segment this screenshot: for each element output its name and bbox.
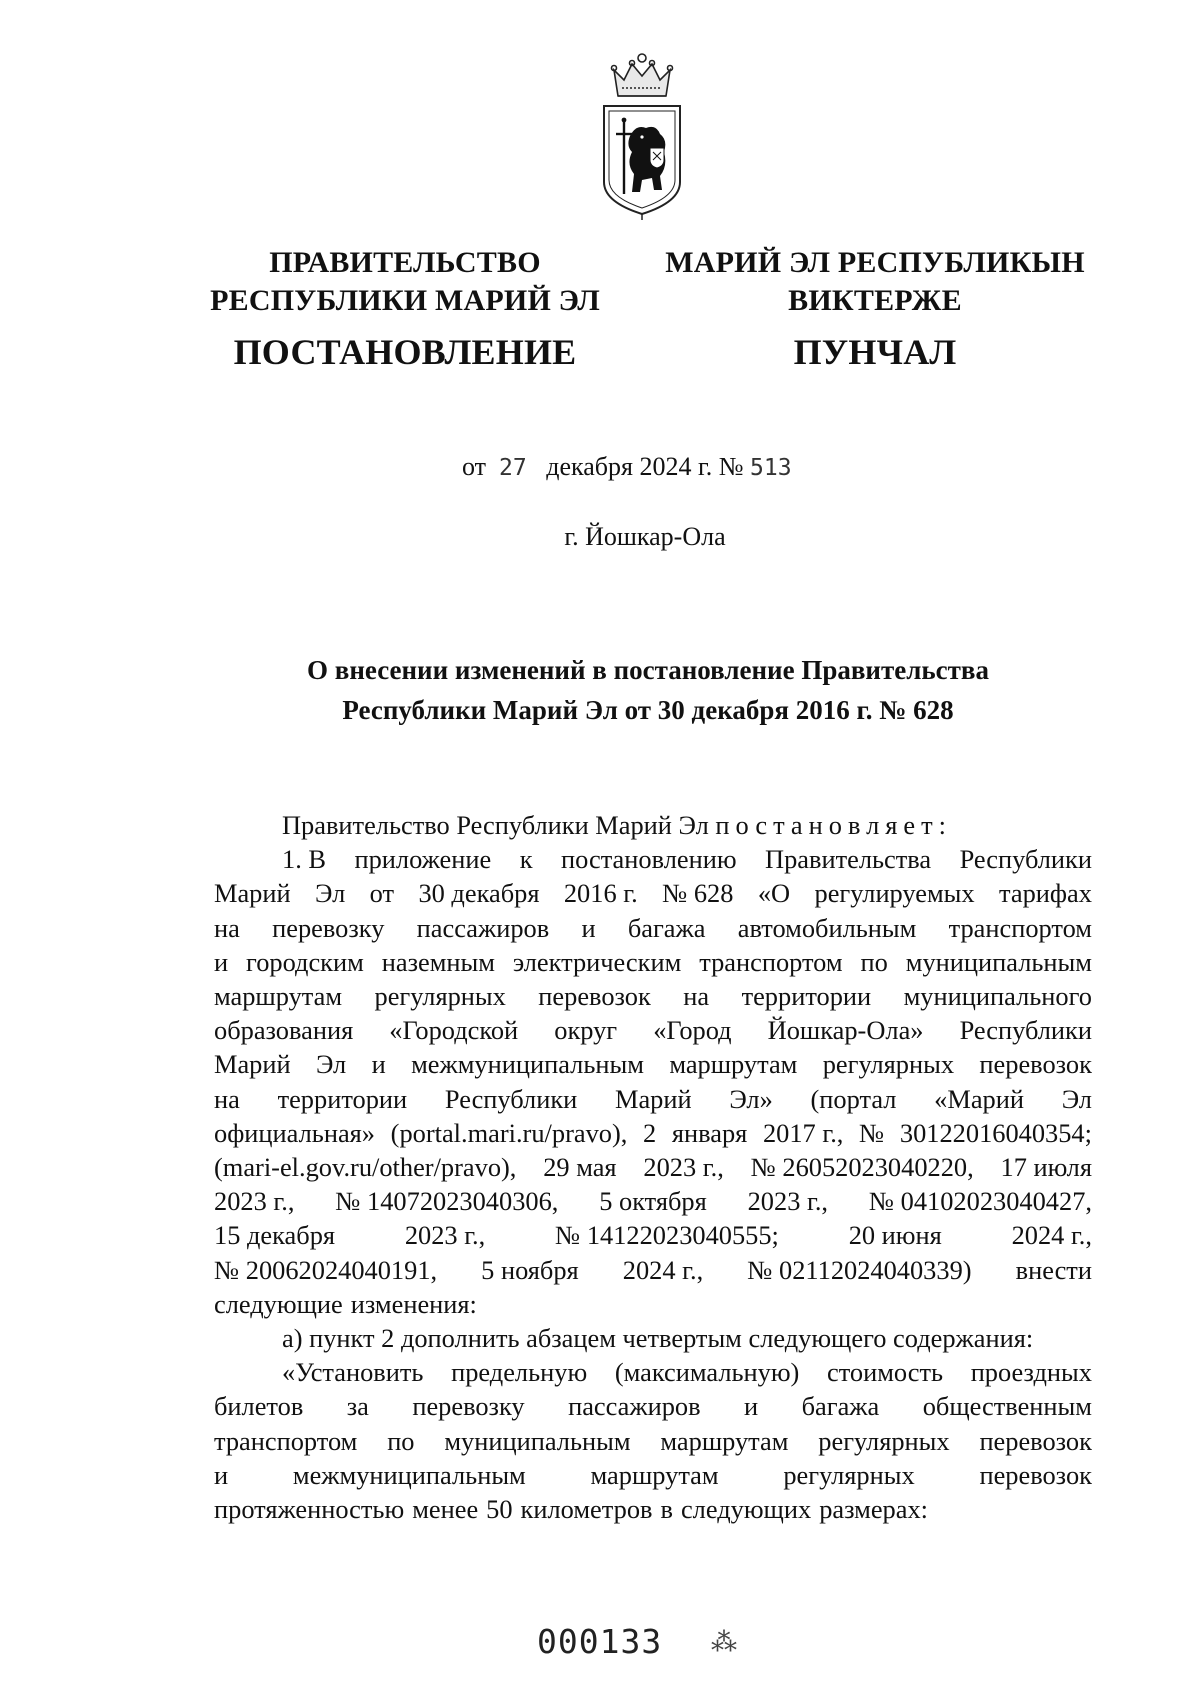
text-line <box>214 1389 1092 1423</box>
document-title <box>218 650 1078 730</box>
word: № 26052023040220, <box>750 1152 974 1183</box>
word: автомобильным <box>737 912 917 943</box>
word: на <box>683 981 710 1012</box>
word: Республики <box>444 1083 578 1114</box>
word: «О <box>757 878 791 909</box>
word: территории <box>741 981 872 1012</box>
word: километров <box>520 1494 653 1525</box>
word: транспортом <box>214 1425 358 1456</box>
government-name-ru-line2: РЕСПУБЛИКИ МАРИЙ ЭЛ <box>210 284 600 317</box>
word: наземным <box>381 946 495 977</box>
word: «Город <box>653 1015 732 1046</box>
word: 20 июня <box>848 1220 942 1251</box>
asterism-mark-icon: ⁂ <box>711 1628 737 1657</box>
text-line <box>214 1218 1092 1252</box>
word: Марий <box>214 1049 291 1080</box>
text-line <box>214 1287 1092 1321</box>
word: багажа <box>801 1391 880 1422</box>
word: Эл» <box>729 1083 773 1114</box>
word: 29 мая <box>543 1152 617 1183</box>
document-body <box>214 808 1092 1526</box>
word: регулируемых <box>814 878 975 909</box>
word: Марий <box>615 1083 692 1114</box>
word: транспортом <box>948 912 1092 943</box>
text-line <box>214 1047 1092 1081</box>
word: следующие <box>214 1288 343 1319</box>
word: постановлению <box>561 844 737 875</box>
word: перевозок <box>979 1425 1092 1456</box>
city: г. Йошкар-Ола <box>564 522 726 551</box>
word: 2023 г., <box>214 1186 295 1217</box>
text-line <box>214 1116 1092 1150</box>
word: предельную <box>451 1357 588 1388</box>
word: общественным <box>922 1391 1092 1422</box>
word: 2024 г., <box>1011 1220 1092 1251</box>
word: 50 <box>486 1494 513 1525</box>
word: перевозок <box>538 981 651 1012</box>
word: 2023 г., <box>404 1220 486 1251</box>
word: (portal.mari.ru/pravo), <box>390 1117 628 1148</box>
text-line <box>214 1253 1092 1287</box>
word: 5 ноября <box>481 1254 579 1285</box>
paragraph-quote <box>214 1355 1092 1526</box>
word: муниципальным <box>905 946 1092 977</box>
government-name-ru-line1: ПРАВИТЕЛЬСТВО <box>269 246 541 279</box>
doc-type-mari: ПУНЧАЛ <box>793 332 957 372</box>
word: на <box>214 912 240 943</box>
text-line <box>214 945 1092 979</box>
word: маршрутам <box>660 1425 789 1456</box>
text-line <box>214 1184 1092 1218</box>
word: Эл <box>1061 1083 1092 1114</box>
word: Марий <box>214 878 291 909</box>
word: менее <box>412 1494 479 1525</box>
doc-type-ru: ПОСТАНОВЛЕНИЕ <box>233 332 577 372</box>
text-line <box>214 979 1092 1013</box>
word: электрическим <box>512 946 682 977</box>
word: проездных <box>970 1357 1092 1388</box>
word: 15 декабря <box>214 1220 336 1251</box>
word: пассажиров <box>568 1391 701 1422</box>
decree-verb: постановляет: <box>715 810 952 840</box>
word: маршрутам <box>669 1049 798 1080</box>
word: 17 июля <box>1000 1152 1092 1183</box>
word: к <box>519 844 533 875</box>
word: регулярных <box>822 1049 955 1080</box>
text-line <box>214 1458 1092 1492</box>
word: 2 <box>643 1117 657 1148</box>
word: и <box>581 912 596 943</box>
date-prefix: от <box>462 452 487 481</box>
word: 2023 г., <box>747 1186 829 1217</box>
paragraph-1 <box>214 842 1092 1321</box>
word: следующих <box>680 1494 812 1525</box>
word: «Городской <box>389 1015 519 1046</box>
word: «Установить <box>282 1357 424 1388</box>
word: межмуниципальным <box>411 1049 644 1080</box>
text-line <box>214 1355 1092 1389</box>
word: изменения: <box>350 1288 477 1319</box>
word: муниципальным <box>444 1425 631 1456</box>
word: перевозок <box>979 1049 1092 1080</box>
word: территории <box>277 1083 408 1114</box>
word: № 20062024040191, <box>214 1254 438 1285</box>
word: пассажиров <box>416 912 550 943</box>
word: межмуниципальным <box>292 1459 526 1490</box>
text-line <box>214 1013 1092 1047</box>
word: 2017 г., <box>762 1117 844 1148</box>
text-line <box>214 1424 1092 1458</box>
word: 2016 г. <box>563 878 638 909</box>
word: тарифах <box>999 878 1092 909</box>
government-name-mari-line2: ВИКТЕРЖЕ <box>788 284 962 317</box>
word: размерах: <box>819 1494 928 1525</box>
word: маршрутам <box>590 1459 719 1490</box>
word: «Марий <box>934 1083 1024 1114</box>
date-day: 27 <box>499 455 527 481</box>
text-line <box>214 1150 1092 1184</box>
word: образования <box>214 1015 354 1046</box>
word: внести <box>1015 1254 1092 1285</box>
word: № 02112024040339) <box>747 1254 972 1285</box>
word: 30122016040354; <box>899 1117 1092 1148</box>
word: билетов <box>214 1391 304 1422</box>
text-line <box>214 842 1092 876</box>
word: (mari-el.gov.ru/other/pravo), <box>214 1152 517 1183</box>
word: и <box>371 1049 386 1080</box>
word: № 04102023040427, <box>868 1186 1092 1217</box>
coat-of-arms-icon <box>598 44 686 222</box>
word: № <box>859 1117 885 1148</box>
word: в <box>660 1494 673 1525</box>
word: приложение <box>354 844 492 875</box>
item-a: а) пункт 2 дополнить абзацем четвертым следующего содержания: <box>282 1323 1034 1354</box>
header-right <box>660 244 1090 378</box>
date-month-year: декабря 2024 г. № <box>546 452 744 481</box>
word: № 14072023040306, <box>335 1186 559 1217</box>
word: 30 декабря <box>418 878 540 909</box>
word: городским <box>246 946 364 977</box>
title-line-1: О внесении изменений в постановление Правительства <box>307 655 989 685</box>
government-name-mari-line1: МАРИЙ ЭЛ РЕСПУБЛИКЫН <box>665 246 1085 279</box>
word: официальная» <box>214 1117 375 1148</box>
word: маршрутам <box>214 981 343 1012</box>
decree-number: 513 <box>750 455 792 481</box>
text-line <box>214 876 1092 910</box>
text-line <box>214 1492 1092 1526</box>
word: Республики <box>959 1015 1092 1046</box>
header-left <box>190 244 620 378</box>
word: по <box>387 1425 415 1456</box>
word: Эл <box>315 1049 347 1080</box>
word: Республики <box>959 844 1092 875</box>
word: 5 октября <box>599 1186 707 1217</box>
word: муниципального <box>903 981 1092 1012</box>
word: перевозок <box>979 1459 1092 1490</box>
word: транспортом <box>699 946 843 977</box>
text-line <box>214 911 1092 945</box>
word: и <box>214 1459 229 1490</box>
word: 1. В <box>282 844 326 875</box>
word: багажа <box>627 912 706 943</box>
word: от <box>369 878 395 909</box>
word: на <box>214 1083 240 1114</box>
word: Правительства <box>765 844 932 875</box>
word: по <box>860 946 888 977</box>
word: округ <box>554 1015 618 1046</box>
word: регулярных <box>818 1425 950 1456</box>
word: за <box>346 1391 369 1422</box>
word: № 14122023040555; <box>555 1220 779 1251</box>
text-line <box>214 1082 1092 1116</box>
word: перевозку <box>412 1391 525 1422</box>
word: 2023 г., <box>643 1152 724 1183</box>
word: и <box>214 946 229 977</box>
word: № 628 <box>662 878 734 909</box>
document-serial-number: 000133 <box>537 1622 663 1661</box>
word: (портал <box>810 1083 897 1114</box>
word: перевозку <box>272 912 385 943</box>
decree-intro <box>214 808 1092 842</box>
word: и <box>744 1391 759 1422</box>
date-line <box>462 452 792 482</box>
word: (максимальную) <box>614 1357 800 1388</box>
word: протяженностью <box>214 1494 405 1525</box>
word: регулярных <box>783 1459 915 1490</box>
word: Йошкар-Ола» <box>767 1015 924 1046</box>
title-line-2: Республики Марий Эл от 30 декабря 2016 г. № 628 <box>342 695 954 725</box>
word: регулярных <box>374 981 506 1012</box>
word: Эл <box>315 878 346 909</box>
decree-prefix: Правительство Республики Марий Эл <box>282 810 709 840</box>
word: стоимость <box>826 1357 944 1388</box>
word: 2024 г., <box>622 1254 704 1285</box>
word: января <box>671 1117 748 1148</box>
